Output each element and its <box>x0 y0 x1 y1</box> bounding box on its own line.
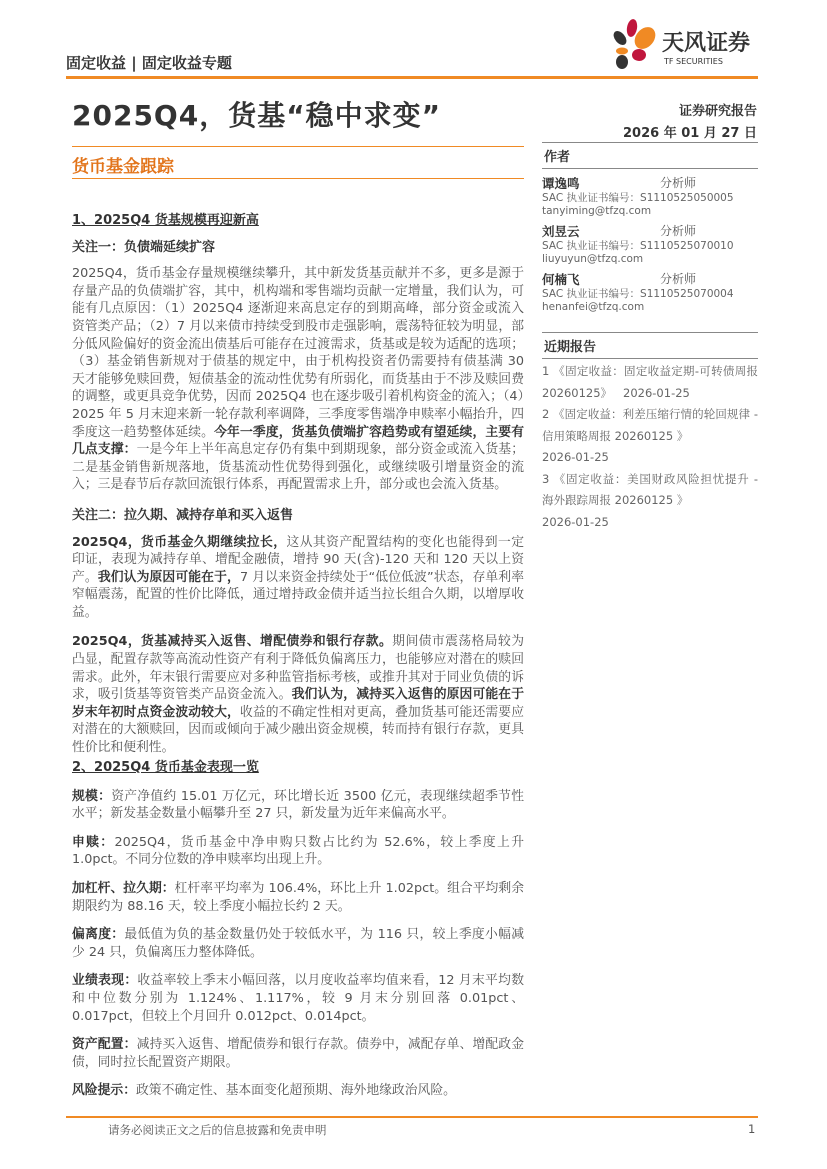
text: 这从其资产配置结构的变化也能得到一定印证，表现为减持存单、增配金融债，增持 90 天(含)-120 天和 120 天以上资产。 <box>72 534 525 585</box>
bold-text: 2025Q4，货基减持买入返售、增配债券和银行存款。 <box>72 634 393 650</box>
author-name: 谭逸鸣 <box>542 176 580 191</box>
author-name: 刘昱云 <box>542 224 580 239</box>
text: 政策不确定性、基本面变化超预期、海外地缘政治风险。 <box>135 1083 456 1099</box>
svg-text:TF SECURITIES: TF SECURITIES <box>664 57 723 66</box>
text: 7 月以来资金持续处于“低位低波”状态，存单利率窄幅震荡，配置的性价比降低，通过增持政金债并适当拉长组合久期，以增厚收益。 <box>72 569 524 620</box>
label: 风险提示： <box>72 1083 136 1099</box>
author-email[interactable]: henanfei@tfzq.com <box>542 301 645 313</box>
report-category: 固定收益 | 固定收益专题 <box>66 54 232 72</box>
report-title: 3 《固定收益：美国财政风险担忧提升 - 海外跟踪周报 20260125 》 <box>542 471 758 507</box>
page-title: 2025Q4，货基“稳中求变” <box>72 99 442 132</box>
section-heading: 1、2025Q4 货基规模再迎新高 <box>72 213 259 228</box>
author-email[interactable]: liuyuyun@tfzq.com <box>542 253 644 265</box>
text: 资产净值约 15.01 万亿元，环比增长近 3500 亿元，表现继续超季节性水平；新发基金数量小幅攀升至 27 只，新发量为近年来偏高水平。 <box>72 788 524 822</box>
paragraph <box>72 534 524 622</box>
text: 一是今年上半年高息定存仍有集中到期现象，部分资金或流入货基；二是基金销售新规落地，货基流动性优势得到强化，或继续吸引增量资金的流入；三是春节后存款回流银行体系，再配置需求上升，部分或也会流入货基。 <box>72 442 525 493</box>
author <box>542 174 758 218</box>
section-2 <box>72 759 524 1100</box>
section-1 <box>72 212 524 757</box>
label: 加杠杆、拉久期： <box>72 880 175 896</box>
report-link[interactable] <box>542 404 758 469</box>
page-number: 1 <box>748 1122 756 1136</box>
divider <box>542 168 758 169</box>
report-date: 2026-01-25 <box>623 385 690 400</box>
summary-item <box>72 834 524 869</box>
author-role: 分析师 <box>659 176 696 190</box>
author-role: 分析师 <box>659 272 696 286</box>
text: 杠杆率平均率为 106.4%，环比上升 1.02pct。组合平均剩余期限约为 88.16 天，较上季度小幅拉长约 2 天。 <box>72 880 524 914</box>
divider <box>72 178 524 179</box>
report-date: 2026 年 01 月 27 日 <box>623 126 757 141</box>
label: 偏离度： <box>72 927 125 943</box>
text: 期间债市震荡格局较为凸显，配置存款等高流动性资产有利于降低负偏离压力，也能够应对潜在的赎回需求。此外，年末银行需要应对多种监管指标考核，或推升其对于同业负债的诉求，吸引货基等资管类产品资金流入。 <box>72 634 524 703</box>
page-subtitle: 货币基金跟踪 <box>72 157 174 177</box>
report-link[interactable] <box>542 361 758 404</box>
report-title: 2 《固定收益：利差压缩行情的轮回规律 - 信用策略周报 20260125 》 <box>542 407 758 443</box>
paragraph <box>72 265 524 494</box>
summary-item <box>72 788 524 823</box>
author <box>542 222 758 266</box>
author-name: 何楠飞 <box>542 272 580 287</box>
sidebar <box>542 142 758 533</box>
divider <box>542 358 758 359</box>
authors-heading: 作者 <box>544 150 571 165</box>
bold-text: 我们认为原因可能在于， <box>97 569 240 585</box>
header-divider <box>66 76 758 79</box>
report-date: 2026-01-25 <box>542 450 609 464</box>
author-sac: SAC 执业证书编号：S1110525050005 <box>542 192 734 204</box>
summary-item <box>72 1036 524 1071</box>
logo-text: 天风证券 <box>662 31 751 56</box>
bold-text: 我们认为，减持买入返售的原因可能在于岁末年初时点资金波动较大， <box>72 687 525 720</box>
text: 最低值为负的基金数量仍处于较低水平，为 116 只，较上季度小幅减少 24 只，负偏离压力整体降低。 <box>72 927 525 960</box>
report-link[interactable] <box>542 469 758 534</box>
recent-reports-heading: 近期报告 <box>544 340 597 355</box>
section-heading: 2、2025Q4 货币基金表现一览 <box>72 760 259 775</box>
label: 业绩表现： <box>72 973 138 989</box>
author-sac: SAC 执业证书编号：S1110525070004 <box>542 288 734 300</box>
summary-item <box>72 1082 524 1100</box>
author-sac: SAC 执业证书编号：S1110525070010 <box>542 240 734 252</box>
label: 申赎： <box>72 834 115 850</box>
label: 规模： <box>72 788 112 804</box>
divider <box>72 146 524 147</box>
text: 2025Q4，货币基金存量规模继续攀升，其中新发货基贡献并不多，更多是源于存量产品的负债端扩容，其中，机构端和零售端均贡献一定增量，我们认为，可能有几点原因：（1）2025Q4 逐渐迎来高息定存的到期高峰，部分资金或流入资管类产品；（2）7 月以来债市持续受到股市走强影响，震荡特征较为明显，部分低风险偏好的资金流出债基后可能存在过渡需求，货基或是较为适配的选项；（3）基金销售新规对于债基的规定中，由于机构投资者仍需要持有债基满 30 天才能够免赎回费，短债基金的流动性优势有所弱化，而货基由于不涉及赎回费的调整，或更具竞争优势，因而 2025Q4 也在逐步吸引着机构资金的流入；（4）2025 年 5 月末迎来新一轮存款利率调降，三季度零售端净申赎率小幅抬升，四季度这一趋势整体延续。 <box>72 266 524 440</box>
summary-item <box>72 972 524 1025</box>
summary-item <box>72 880 524 915</box>
bold-text: 2025Q4，货币基金久期继续拉长， <box>72 534 287 550</box>
tf-securities-logo <box>612 16 762 72</box>
report-title: 1 《固定收益：固定收益定期-可转债周报 20260125》 <box>542 364 758 400</box>
report-type: 证券研究报告 <box>678 104 757 119</box>
bold-text: 今年一季度，货基负债端扩容趋势或有望延续，主要有几点支撑： <box>72 424 525 458</box>
author <box>542 270 758 314</box>
text: 收益率较上季末小幅回落，以月度收益率均值来看，12 月末平均数和中位数分别为 1.124%、1.117%，较 9 月末分别回落 0.01pct、0.017pct，但较上个月回升 0.012pct、0.014pct。 <box>72 973 524 1024</box>
report-date: 2026-01-25 <box>542 514 609 529</box>
logo-petals-icon <box>612 16 762 72</box>
author-email[interactable]: tanyiming@tfzq.com <box>542 205 652 217</box>
focus-heading: 关注二：拉久期、减持存单和买入返售 <box>72 507 294 523</box>
label: 资产配置： <box>72 1037 137 1053</box>
text: 减持买入返售、增配债券和银行存款。债券中，减配存单、增配政金债，同时拉长配置资产期限。 <box>72 1037 525 1070</box>
summary-item <box>72 926 524 961</box>
text: 收益的不确定性相对更高，叠加货基可能还需要应对潜在的大额赎回，因而或倾向于减少融出资金规模，转而持有银行存款，更具性价比和便利性。 <box>72 704 525 756</box>
text: 2025Q4，货币基金中净申购只数占比约为 52.6%，较上季度上升 1.0pct。不同分位数的净申赎率均出现上升。 <box>72 834 524 868</box>
author-role: 分析师 <box>659 224 696 238</box>
disclaimer: 请务必阅读正文之后的信息披露和免责申明 <box>108 1123 327 1137</box>
paragraph <box>72 633 524 756</box>
footer-divider <box>66 1116 758 1118</box>
focus-heading: 关注一：负债端延续扩容 <box>72 239 216 255</box>
